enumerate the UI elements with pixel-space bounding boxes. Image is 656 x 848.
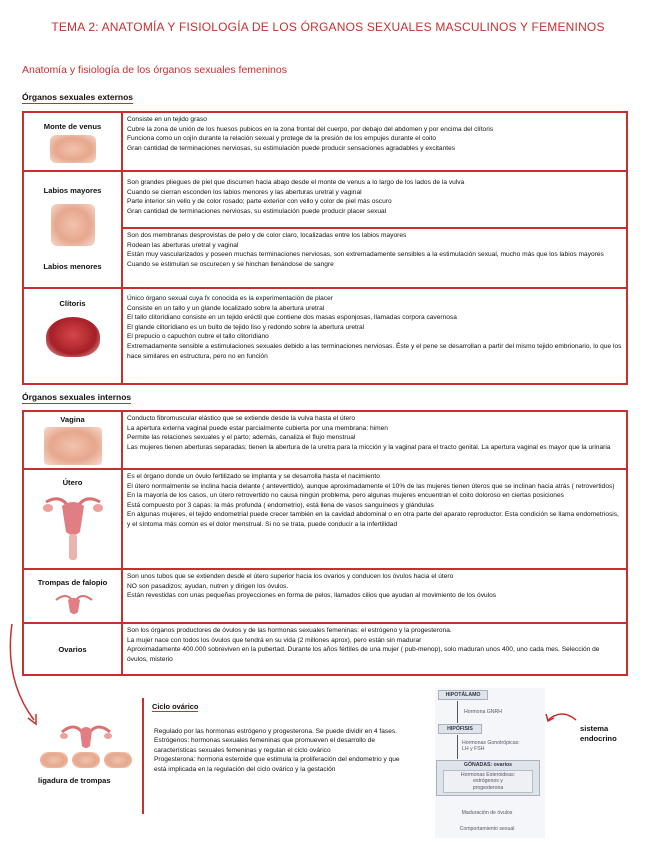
flow-arrow-2 (457, 735, 458, 759)
row-label-cell (24, 412, 123, 468)
row-label: Labios mayores (43, 186, 102, 195)
pituitary-box: HIPÓFISIS (438, 724, 482, 734)
internal-organs-table (22, 410, 628, 676)
list-item: Cuando se cierran esconden los labios menores y las aberturas uretral y vaginal (127, 188, 362, 196)
cycle-text (154, 727, 400, 774)
row-label-cell (24, 289, 123, 383)
steroid-line-3: progesterona (472, 784, 504, 791)
endocrine-note (580, 724, 617, 744)
list-item: Son grandes pliegues de piel que discurren hacia abajo desde el monte de venus a lo largo de los lados de la vulva (127, 179, 465, 186)
tubal-ligation-illustration (56, 718, 116, 752)
ligation-caption: ligadura de trompas (38, 776, 111, 785)
ligation-detail-2 (72, 752, 100, 768)
table-row (24, 570, 626, 624)
list-item: Son los órganos productores de óvulos y de las hormonas sexuales femeninas: el estrógeno y la progesterona. (127, 627, 452, 634)
list-item: Consiste en un tallo y un glande localizado sobre la abertura uretral (127, 304, 325, 312)
list-item: Gran cantidad de terminaciones nerviosas, su estimulación puede producir placer sexual (127, 207, 387, 215)
list-item: Estrógenos: hormonas sexuales femeninas que promueven el desarrollo de características sexuales femeninas y regulan el ciclo ovárico (154, 737, 376, 754)
list-item: Están muy vascularizados y poseen muchas terminaciones nerviosas, son extremadamente sensibles a la estimulación sexual, mucho más que los labios mayores (127, 251, 604, 259)
clitoris-illustration (46, 317, 100, 357)
gonadotropic-line-1: Hormonas Gonotrópicas: (462, 740, 520, 746)
list-item: Extremadamente sensible a estimulaciones sexuales debido a las terminaciones nerviosas. Éste y el pene se desarrollan a partir del mismo tejido embrionario, lo que los hace similares en estructura, pero no en función (127, 342, 622, 360)
uterus-illustration (40, 490, 106, 562)
curved-arrow-icon (0, 620, 60, 732)
row-label: Labios menores (43, 262, 102, 271)
row-label: Clítoris (59, 299, 86, 308)
endocrine-note-line-1: sistema (580, 724, 609, 733)
list-item: El glande clitorídiano es un bulto de tejido liso y redondo sobre la abertura uretral (127, 323, 365, 331)
table-row (24, 412, 626, 470)
row-label: Trompas de falopio (37, 578, 108, 587)
list-item: Gran cantidad de terminaciones nerviosas, su estimulación puede producir sensaciones agradables y excitantes (127, 144, 456, 152)
gonads-title: GÓNADAS: ovarios (463, 762, 513, 768)
internal-organs-heading: Órganos sexuales internos (22, 392, 132, 402)
row-content (123, 412, 626, 468)
row-content-split (123, 172, 626, 287)
mons-illustration (50, 135, 96, 163)
page-subtitle: Anatomía y fisiología de los órganos sexuales femeninos (22, 64, 287, 76)
row-label: Ovarios (58, 645, 87, 654)
list-item: Permite las relaciones sexuales y el parto; además, canaliza el flujo menstrual (127, 434, 356, 442)
cycle-heading: Ciclo ovárico (152, 702, 199, 711)
labia-illustration (51, 204, 95, 246)
list-item: El útero normalmente se inclina hacia delante ( anteverttido), aunque aproximadamente el 10% de las mujeres tienen úteros que se inclinan hacia atrás ( retrovertidos) (127, 482, 615, 490)
row-label: Útero (62, 478, 83, 487)
list-item: Conducto fibromuscular elástico que se extiende desde la vulva hasta el útero (127, 415, 355, 422)
list-item: Rodean las aberturas uretral y vaginal (127, 241, 239, 249)
flow-arrow-1 (457, 701, 458, 723)
list-item: Cuando se estimulan se oscurecen y se hinchan llenándose de sangre (127, 260, 334, 268)
list-item: Están revestidas con unas pequeñas proyecciones en forma de pelos, llamados cilios que ayudan al movimiento de los óvulos (127, 592, 497, 600)
row-label-cell (24, 570, 123, 622)
list-item: El tallo clitorídiano consiste en un tejido eréctil que contiene dos masas esponjosas, llamadas corpora cavernosa (127, 314, 457, 322)
list-item: NO son pasadizos; ayudan, nutren y dirigen los óvulos. (127, 582, 289, 590)
list-item: Cubre la zona de unión de los huesos pubicos en la zona frontal del cuerpo, por debajo del abdomen y por encima del clítoris (127, 125, 494, 133)
ligation-detail-1 (40, 752, 68, 768)
vagina-illustration (44, 427, 102, 465)
row-content (123, 570, 626, 622)
page-title: TEMA 2: ANATOMÍA Y FISIOLOGÍA DE LOS ÓRGANOS SEXUALES MASCULINOS Y FEMENINOS (51, 20, 605, 34)
list-item: Aproximadamente 400.000 sobreviven en la pubertad. Durante los años fértiles de una mujer ( pub-menop), solo maduran unos 400, uno cada mes. Selección de óvulos, misterio (127, 646, 600, 663)
list-item: Está compuesto por 3 capas: la más profunda ( endometrio), está llena de vasos sanguíneos y glándulas (127, 501, 434, 509)
fallopian-tubes-illustration (52, 590, 96, 618)
row-label-cell (24, 113, 123, 170)
row-content (123, 172, 626, 229)
list-item: El prepucio o capuchón cubre el tallo clitorídiano (127, 333, 269, 341)
cycle-divider (142, 698, 144, 814)
list-item: La mujer nace con todos los óvulos que tendrá en su vida (2 millones aprox), pero están sin madurar (127, 636, 422, 644)
list-item: Son dos membranas desprovistas de pelo y de color claro, localizadas entre los labios mayores (127, 232, 407, 239)
list-item: Progesterona: hormona esteroide que estimula la proliferación del endometrio y que está implicada en la regulación del ciclo ovárico y la gestación (154, 756, 400, 773)
steroid-line-2: estrógenos y (473, 778, 503, 785)
list-item: Es el órgano donde un óvulo fertilizado se implanta y se desarrolla hasta el nacimiento (127, 473, 380, 480)
gonadotropic-line-2: LH y FSH (462, 746, 485, 752)
endocrine-note-line-2: endocrino (580, 734, 617, 743)
list-item: Las mujeres tienen aberturas separadas; tienen la abertura de la uretra para la micción y la vaginal para el tracto genital. La apertura vaginal es mayor que la urinaria (127, 443, 611, 451)
list-item: Regulado por las hormonas estrógeno y progesterona. Se puede dividir en 4 fases. (154, 728, 398, 735)
table-row (24, 113, 626, 172)
row-label: Monte de venus (43, 122, 102, 131)
row-content (123, 113, 626, 170)
list-item: Funciona como un cojín durante la relación sexual y protege de la presión de los empujes durante el coito (127, 135, 436, 143)
steroid-hormones-box (443, 770, 533, 793)
list-item: Único órgano sexual cuya fx conocida es la experimentación de placer (127, 295, 333, 302)
ovule-maturation-label: Maduración de óvulos (461, 810, 513, 816)
ligation-detail-3 (104, 752, 132, 768)
table-row (24, 470, 626, 570)
row-content (123, 470, 626, 568)
row-label-cell (24, 172, 123, 287)
table-row (24, 172, 626, 289)
steroid-line-1: Hormonas Esteroideas: (460, 772, 516, 778)
table-row (24, 289, 626, 383)
list-item: En la mayoría de los casos, un útero retrovertido no causa ningún problema, pero algunas mujeres encuentran el coito doloroso en ciertas posiciones (127, 492, 564, 500)
gonads-box (436, 760, 540, 796)
list-item: Consiste en un tejido graso (127, 116, 207, 123)
row-content (123, 624, 626, 674)
list-item: La apertura externa vaginal puede estar parcialmente cubierta por una membrana: himen (127, 424, 388, 432)
row-label: Vagina (60, 415, 85, 424)
list-item: Son unos tubos que se extienden desde el útero superior hacia los ovarios y conducen los óvulos hacia el útero (127, 573, 454, 580)
row-content (123, 229, 626, 287)
sexual-behavior-label: Comportamiento sexual (459, 826, 515, 832)
external-organs-heading: Órganos sexuales externos (22, 92, 134, 102)
list-item: Parte interior sin vello y de color rosado; parte exterior con vello y color de piel más oscuro (127, 198, 392, 206)
row-content (123, 289, 626, 383)
table-row (24, 624, 626, 674)
gonadotropic-label (462, 740, 520, 752)
hypothalamus-box: HIPOTÁLAMO (438, 690, 488, 700)
list-item: En algunas mujeres, el tejido endometrial puede crecer también en la cavidad abdominal o en otra parte del aparato reproductor. Esta condición se llama endometriosis, y el síntoma más común es el dolor menstrual. Si no se trata, puede conducir a la infertilidad (127, 511, 619, 528)
gnrh-label: Hormona GNRH (464, 709, 503, 715)
row-label-cell (24, 470, 123, 568)
external-organs-table (22, 111, 628, 385)
endocrine-arrow-icon (542, 708, 580, 728)
